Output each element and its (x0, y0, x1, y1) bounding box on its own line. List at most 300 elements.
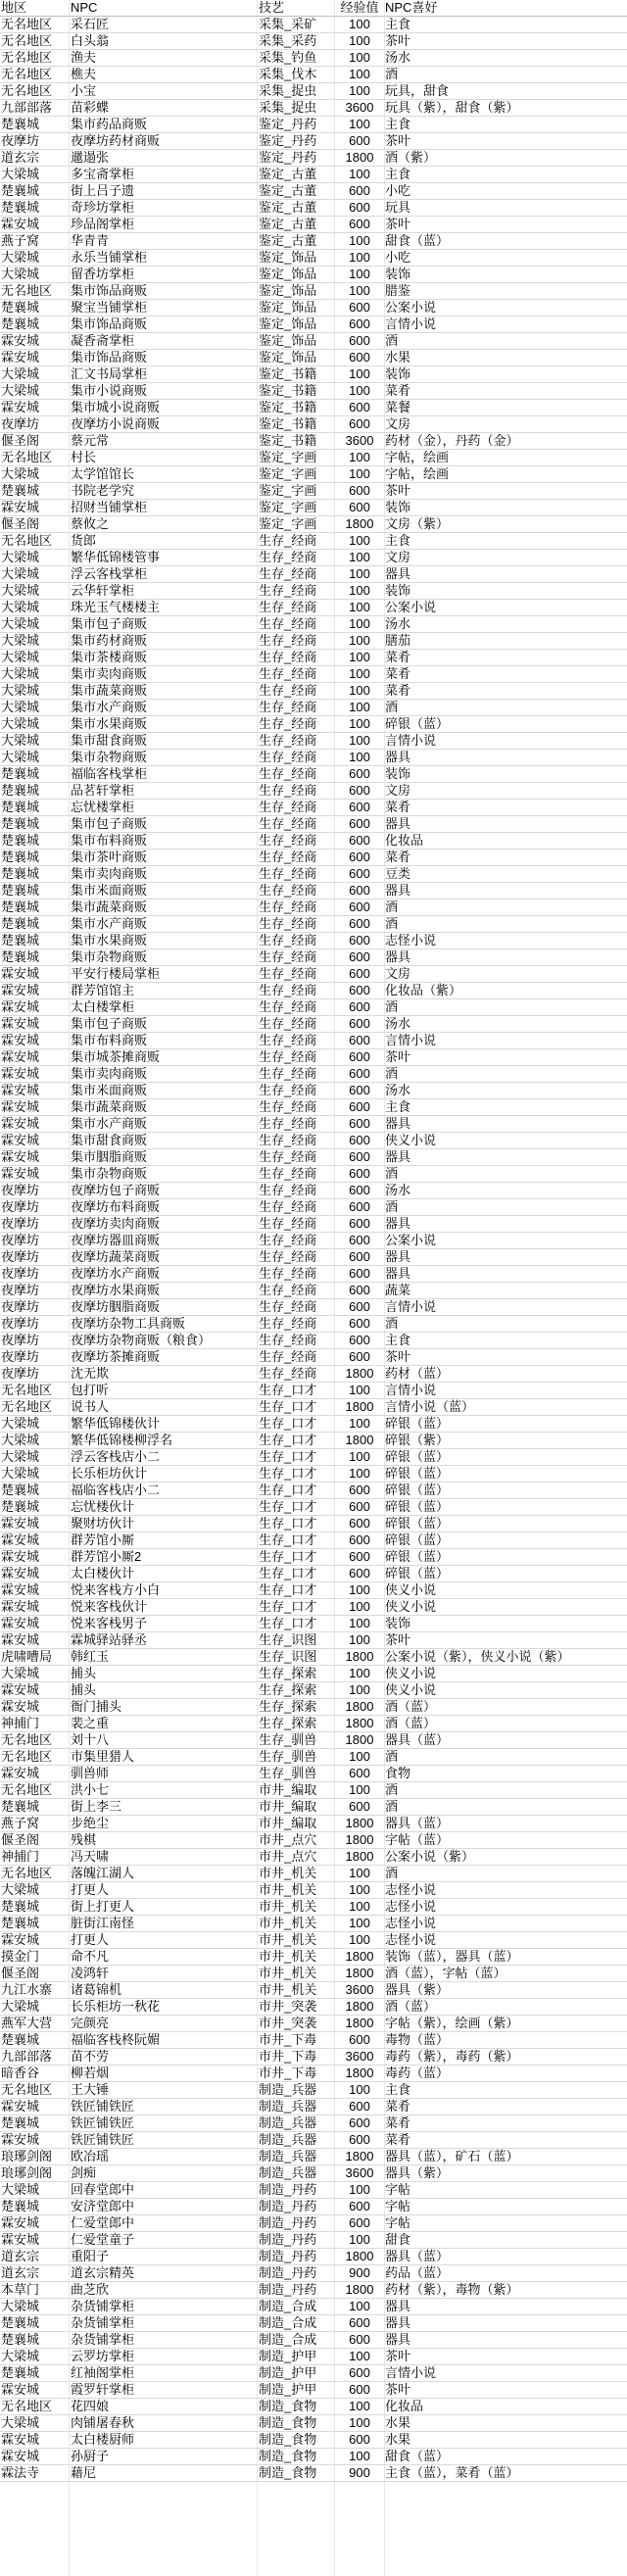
region-cell: 本草门 (1, 2282, 40, 2297)
exp-cell: 600 (349, 1316, 370, 1331)
npc-name-cell: 悦来客栈男子 (71, 1616, 148, 1630)
region-cell: 夜摩坊 (1, 1366, 40, 1381)
exp-cell: 100 (349, 1749, 370, 1764)
preference-cell: 文房（紫） (385, 516, 450, 531)
npc-name-cell: 太白楼伙计 (71, 1566, 135, 1580)
table-row (0, 1482, 627, 1499)
exp-cell: 100 (349, 1449, 370, 1464)
skill-cell: 制造_食物 (259, 2465, 317, 2480)
skill-cell: 市井_突袭 (259, 1999, 317, 2014)
npc-name-cell: 集市米面商贩 (71, 883, 148, 898)
skill-cell: 鉴定_古董 (259, 167, 317, 181)
exp-cell: 100 (349, 666, 370, 681)
table-row (0, 217, 627, 233)
table-row (0, 1033, 627, 1049)
exp-cell: 100 (349, 1632, 370, 1647)
region-cell: 霖安城 (1, 1149, 40, 1164)
table-row (0, 1666, 627, 1682)
table-row (0, 250, 627, 267)
npc-name-cell: 街上打更人 (71, 1899, 135, 1914)
exp-cell: 600 (349, 1033, 370, 1047)
npc-name-cell: 华青青 (71, 233, 110, 248)
exp-cell: 600 (349, 333, 370, 348)
region-cell: 大梁城 (1, 1449, 40, 1464)
region-cell: 大梁城 (1, 750, 40, 764)
region-cell: 霖安城 (1, 1566, 40, 1580)
npc-name-cell: 群芳馆小厮2 (71, 1549, 142, 1564)
table-row (0, 1249, 627, 1266)
skill-cell: 生存_经商 (259, 1116, 317, 1131)
skill-cell: 采集_捉虫 (259, 100, 317, 115)
preference-cell: 酒（紫） (385, 150, 437, 165)
skill-cell: 生存_口才 (259, 1549, 317, 1564)
skill-cell: 生存_驯兽 (259, 1749, 317, 1764)
region-cell: 霖安城 (1, 1932, 40, 1947)
region-cell: 楚襄城 (1, 1916, 40, 1930)
npc-name-cell: 集市茶叶商贩 (71, 850, 148, 864)
region-cell: 夜摩坊 (1, 1283, 40, 1297)
skill-cell: 制造_丹药 (259, 2282, 317, 2297)
table-row (0, 716, 627, 733)
table-row (0, 1949, 627, 1966)
region-cell: 楚襄城 (1, 866, 40, 881)
npc-name-cell: 霖城驿站驿丞 (71, 1632, 148, 1647)
preference-cell: 器具（蓝） (385, 1732, 450, 1747)
npc-name-cell: 集市包子商贩 (71, 616, 148, 631)
exp-cell: 1800 (345, 1366, 374, 1381)
region-cell: 霖安城 (1, 2215, 40, 2230)
table-row (0, 1216, 627, 1233)
region-cell: 大梁城 (1, 1999, 40, 2014)
preference-cell: 药材（金），丹药（金） (385, 433, 519, 448)
region-cell: 偃圣阁 (1, 433, 40, 448)
skill-cell: 制造_丹药 (259, 2265, 317, 2280)
region-cell: 大梁城 (1, 167, 40, 181)
table-row (0, 67, 627, 83)
region-cell: 神捕门 (1, 1849, 40, 1864)
exp-cell: 1800 (345, 2249, 374, 2263)
table-row (0, 1349, 627, 1366)
preference-cell: 志怪小说 (385, 933, 437, 948)
region-cell: 大梁城 (1, 600, 40, 614)
npc-name-cell: 集市杂物商贩 (71, 949, 148, 964)
region-cell: 霖安城 (1, 2099, 40, 2114)
npc-name-cell: 集市杂物商贩 (71, 750, 148, 764)
region-cell: 虎啸嘈局 (1, 1649, 53, 1664)
npc-name-cell: 太白楼掌柜 (71, 999, 135, 1014)
table-row (0, 400, 627, 416)
exp-cell: 600 (349, 1183, 370, 1197)
region-cell: 楚襄城 (1, 1799, 40, 1814)
preference-cell: 酒 (385, 899, 399, 914)
preference-cell: 器具 (385, 949, 411, 964)
npc-name-cell: 衙门捕头 (71, 1699, 122, 1714)
exp-cell: 100 (349, 383, 370, 398)
skill-cell: 鉴定_字画 (259, 450, 317, 464)
skill-cell: 生存_经商 (259, 1216, 317, 1231)
preference-cell: 器具 (385, 2299, 411, 2313)
table-row (0, 1316, 627, 1333)
region-cell: 楚襄城 (1, 1482, 40, 1497)
exp-cell: 600 (349, 1266, 370, 1281)
region-cell: 无名地区 (1, 50, 53, 65)
npc-name-cell: 珠光玉气楼楼主 (71, 600, 161, 614)
preference-cell: 碎银（蓝） (385, 1449, 450, 1464)
table-row (0, 383, 627, 400)
skill-cell: 生存_口才 (259, 1599, 317, 1614)
npc-name-cell: 聚宝当铺掌柜 (71, 300, 148, 315)
table-row (0, 2016, 627, 2032)
preference-cell: 酒 (385, 1316, 399, 1331)
preference-cell: 公案小说（紫） (385, 1849, 475, 1864)
region-cell: 霖安城 (1, 350, 40, 365)
skill-cell: 鉴定_书籍 (259, 400, 317, 414)
npc-name-cell: 捕头 (71, 1666, 97, 1680)
skill-cell: 生存_经商 (259, 999, 317, 1014)
skill-cell: 鉴定_书籍 (259, 366, 317, 381)
table-row (0, 1166, 627, 1183)
region-cell: 大梁城 (1, 383, 40, 398)
exp-cell: 1800 (345, 1699, 374, 1714)
skill-cell: 市井_机关 (259, 1932, 317, 1947)
npc-name-cell: 繁华低锦楼管事 (71, 550, 161, 564)
table-row (0, 2382, 627, 2399)
region-cell: 无名地区 (1, 67, 53, 81)
table-header-row (0, 0, 627, 17)
skill-cell: 生存_口才 (259, 1416, 317, 1431)
preference-cell: 碎银（紫） (385, 1433, 450, 1447)
exp-cell: 3600 (345, 2165, 374, 2180)
exp-cell: 1800 (345, 1816, 374, 1830)
npc-name-cell: 太学馆馆长 (71, 466, 135, 481)
npc-name-cell: 集市卖肉商贩 (71, 666, 148, 681)
region-cell: 大梁城 (1, 466, 40, 481)
preference-cell: 言情小说（蓝） (385, 1399, 475, 1414)
region-cell: 夜摩坊 (1, 1316, 40, 1331)
preference-cell: 酒 (385, 1749, 399, 1764)
region-cell: 无名地区 (1, 1782, 53, 1797)
table-row (0, 267, 627, 283)
npc-name-cell: 集市水产商贩 (71, 916, 148, 931)
region-cell: 霖安城 (1, 1049, 40, 1064)
region-cell: 琅琊剑阁 (1, 2165, 53, 2180)
npc-name-cell: 忘忧楼伙计 (71, 1499, 135, 1514)
skill-cell: 制造_合成 (259, 2332, 317, 2347)
npc-name-cell: 铁匠铺铁匠 (71, 2099, 135, 2114)
table-row (0, 800, 627, 816)
npc-name-cell: 集市卖肉商贩 (71, 866, 148, 881)
region-cell: 霖安城 (1, 500, 40, 514)
preference-cell: 器具（紫） (385, 2165, 450, 2180)
exp-cell: 600 (349, 1549, 370, 1564)
skill-cell: 生存_经商 (259, 616, 317, 631)
region-cell: 大梁城 (1, 550, 40, 564)
skill-cell: 生存_口才 (259, 1466, 317, 1481)
region-cell: 楚襄城 (1, 117, 40, 131)
region-cell: 大梁城 (1, 650, 40, 664)
exp-cell: 100 (349, 2299, 370, 2313)
region-cell: 燕子窝 (1, 233, 40, 248)
region-cell: 琅琊剑阁 (1, 2149, 53, 2163)
skill-cell: 生存_经商 (259, 583, 317, 598)
exp-cell: 600 (349, 2432, 370, 2447)
region-cell: 楚襄城 (1, 766, 40, 781)
skill-cell: 生存_口才 (259, 1532, 317, 1547)
table-row (0, 283, 627, 300)
exp-cell: 100 (349, 466, 370, 481)
region-cell: 霖安城 (1, 2382, 40, 2397)
preference-cell: 主食 (385, 117, 411, 131)
npc-name-cell: 集市蔬菜商贩 (71, 1099, 148, 1114)
preference-cell: 酒 (385, 1799, 399, 1814)
npc-name-cell: 集市胭脂商贩 (71, 1149, 148, 1164)
exp-cell: 900 (349, 2265, 370, 2280)
npc-name-cell: 品茗轩掌柜 (71, 783, 135, 798)
preference-cell: 酒 (385, 700, 399, 714)
skill-cell: 生存_经商 (259, 1366, 317, 1381)
exp-cell: 100 (349, 1932, 370, 1947)
table-row (0, 1083, 627, 1099)
skill-cell: 鉴定_饰品 (259, 333, 317, 348)
preference-cell: 药品（蓝） (385, 2265, 450, 2280)
table-row (0, 1233, 627, 1249)
preference-cell: 蔬菜 (385, 1283, 411, 1297)
region-cell: 大梁城 (1, 583, 40, 598)
preference-cell: 药材（蓝） (385, 1366, 450, 1381)
skill-cell: 生存_探索 (259, 1716, 317, 1730)
skill-cell: 市井_下毒 (259, 2049, 317, 2064)
exp-cell: 600 (349, 1299, 370, 1314)
skill-cell: 生存_经商 (259, 1233, 317, 1247)
skill-cell: 制造_护甲 (259, 2365, 317, 2380)
exp-cell: 1800 (345, 2149, 374, 2163)
table-row (0, 1416, 627, 1433)
exp-cell: 600 (349, 400, 370, 414)
preference-cell: 水果 (385, 2415, 411, 2430)
preference-cell: 酒 (385, 1166, 399, 1181)
region-cell: 暗香谷 (1, 2066, 40, 2080)
exp-cell: 100 (349, 267, 370, 281)
preference-cell: 公案小说 (385, 300, 437, 315)
npc-name-cell: 藉尼 (71, 2465, 97, 2480)
npc-name-cell: 安济堂郎中 (71, 2199, 135, 2213)
exp-cell: 100 (349, 566, 370, 581)
table-row (0, 2315, 627, 2332)
preference-cell: 碎银（蓝） (385, 1516, 450, 1531)
preference-cell: 主食（蓝），菜肴（蓝） (385, 2465, 519, 2480)
preference-cell: 玩具，甜食 (385, 83, 450, 98)
region-cell: 霖安城 (1, 1582, 40, 1597)
exp-cell: 3600 (345, 433, 374, 448)
table-row (0, 2049, 627, 2066)
region-cell: 无名地区 (1, 2082, 53, 2097)
exp-cell: 1800 (345, 1399, 374, 1414)
exp-cell: 600 (349, 1216, 370, 1231)
preference-cell: 菜肴 (385, 683, 411, 698)
npc-name-cell: 渔夫 (71, 50, 97, 65)
region-cell: 霖安城 (1, 1016, 40, 1031)
region-cell: 霖安城 (1, 1033, 40, 1047)
skill-cell: 制造_食物 (259, 2449, 317, 2463)
region-cell: 偃圣阁 (1, 516, 40, 531)
skill-cell: 生存_探索 (259, 1682, 317, 1697)
table-row (0, 683, 627, 700)
exp-cell: 3600 (345, 2049, 374, 2064)
exp-cell: 600 (349, 1099, 370, 1114)
skill-cell: 生存_经商 (259, 533, 317, 548)
npc-name-cell: 街上李三 (71, 1799, 122, 1814)
npc-name-cell: 夜摩坊水产商贩 (71, 1266, 161, 1281)
preference-cell: 碎银（蓝） (385, 1549, 450, 1564)
table-row (0, 433, 627, 450)
skill-cell: 市井_机关 (259, 1899, 317, 1914)
npc-name-cell: 浮云客栈店小二 (71, 1449, 161, 1464)
skill-cell: 生存_经商 (259, 1283, 317, 1297)
skill-cell: 生存_口才 (259, 1499, 317, 1514)
preference-cell: 汤水 (385, 1083, 411, 1097)
preference-cell: 小吃 (385, 250, 411, 265)
region-cell: 无名地区 (1, 33, 53, 48)
npc-name-cell: 道玄宗精英 (71, 2265, 135, 2280)
table-row (0, 2249, 627, 2265)
npc-name-cell: 集市米面商贩 (71, 1083, 148, 1097)
exp-cell: 600 (349, 866, 370, 881)
skill-cell: 采集_采药 (259, 33, 317, 48)
npc-name-cell: 集市城茶摊商贩 (71, 1049, 161, 1064)
exp-cell: 100 (349, 533, 370, 548)
table-row (0, 2199, 627, 2215)
exp-cell: 600 (349, 200, 370, 215)
table-row (0, 966, 627, 983)
preference-cell: 碎银（蓝） (385, 716, 450, 731)
exp-cell: 100 (349, 2082, 370, 2097)
exp-cell: 600 (349, 1083, 370, 1097)
exp-cell: 100 (349, 2399, 370, 2413)
npc-name-cell: 铁匠铺铁匠 (71, 2132, 135, 2147)
table-row (0, 1982, 627, 1999)
header-region: 地区 (1, 0, 27, 15)
table-row (0, 1016, 627, 1033)
preference-cell: 言情小说 (385, 316, 437, 331)
skill-cell: 生存_经商 (259, 666, 317, 681)
skill-cell: 鉴定_字画 (259, 483, 317, 498)
region-cell: 夜摩坊 (1, 1266, 40, 1281)
exp-cell: 600 (349, 916, 370, 931)
region-cell: 大梁城 (1, 1882, 40, 1897)
skill-cell: 鉴定_古董 (259, 200, 317, 215)
table-row (0, 100, 627, 117)
exp-cell: 100 (349, 167, 370, 181)
region-cell: 九江水寨 (1, 1982, 53, 1997)
preference-cell: 食物 (385, 1766, 411, 1780)
npc-name-cell: 集市城小说商贩 (71, 400, 161, 414)
npc-name-cell: 夜摩坊蔬菜商贩 (71, 1249, 161, 1264)
npc-name-cell: 回春堂郎中 (71, 2182, 135, 2197)
exp-cell: 600 (349, 883, 370, 898)
table-row (0, 1449, 627, 1466)
region-cell: 霖安城 (1, 1066, 40, 1081)
table-row (0, 350, 627, 366)
table-row (0, 1716, 627, 1732)
exp-cell: 100 (349, 633, 370, 648)
skill-cell: 鉴定_饰品 (259, 316, 317, 331)
exp-cell: 600 (349, 1049, 370, 1064)
table-row (0, 833, 627, 850)
preference-cell: 器具 (385, 1249, 411, 1264)
region-cell: 霖安城 (1, 2132, 40, 2147)
npc-name-cell: 繁华低锦楼柳浮名 (71, 1433, 173, 1447)
table-row (0, 2066, 627, 2082)
table-row (0, 1799, 627, 1816)
table-row (0, 1066, 627, 1083)
table-row (0, 1116, 627, 1133)
skill-cell: 生存_经商 (259, 1049, 317, 1064)
region-cell: 楚襄城 (1, 300, 40, 315)
table-row (0, 366, 627, 383)
preference-cell: 小吃 (385, 183, 411, 198)
region-cell: 楚襄城 (1, 800, 40, 814)
region-cell: 大梁城 (1, 2349, 40, 2363)
preference-cell: 菜肴 (385, 850, 411, 864)
preference-cell: 文房 (385, 550, 411, 564)
exp-cell: 600 (349, 1799, 370, 1814)
table-row (0, 483, 627, 500)
skill-cell: 生存_经商 (259, 1099, 317, 1114)
npc-name-cell: 聚财坊伙计 (71, 1516, 135, 1531)
exp-cell: 100 (349, 1782, 370, 1797)
skill-cell: 生存_口才 (259, 1616, 317, 1630)
preference-cell: 菜肴 (385, 650, 411, 664)
npc-name-cell: 云华轩掌柜 (71, 583, 135, 598)
region-cell: 偃圣阁 (1, 1966, 40, 1980)
exp-cell: 1800 (345, 1732, 374, 1747)
region-cell: 无名地区 (1, 1399, 53, 1414)
skill-cell: 生存_经商 (259, 1166, 317, 1181)
skill-cell: 鉴定_字画 (259, 466, 317, 481)
exp-cell: 600 (349, 2215, 370, 2230)
preference-cell: 侠义小说 (385, 1582, 437, 1597)
region-cell: 大梁城 (1, 267, 40, 281)
table-row (0, 1766, 627, 1782)
table-row (0, 2299, 627, 2315)
preference-cell: 豆类 (385, 866, 411, 881)
table-row (0, 1516, 627, 1532)
skill-cell: 生存_经商 (259, 1066, 317, 1081)
skill-cell: 制造_兵器 (259, 2132, 317, 2147)
preference-cell: 甜食 (385, 2232, 411, 2247)
exp-cell: 600 (349, 1166, 370, 1181)
preference-cell: 器具（蓝），矿石（蓝） (385, 2149, 519, 2163)
exp-cell: 600 (349, 1249, 370, 1264)
preference-cell: 器具 (385, 2315, 411, 2330)
table-row (0, 2465, 627, 2482)
region-cell: 霖安城 (1, 1532, 40, 1547)
table-row (0, 2415, 627, 2432)
npc-name-cell: 捕头 (71, 1682, 97, 1697)
exp-cell: 100 (349, 1882, 370, 1897)
skill-cell: 生存_经商 (259, 1249, 317, 1264)
skill-cell: 鉴定_古董 (259, 183, 317, 198)
preference-cell: 酒 (385, 1866, 399, 1880)
preference-cell: 装饰 (385, 267, 411, 281)
table-row (0, 416, 627, 433)
preference-cell: 茶叶 (385, 483, 411, 498)
preference-cell: 主食 (385, 533, 411, 548)
npc-name-cell: 繁华低锦楼伙计 (71, 1416, 161, 1431)
region-cell: 霖安城 (1, 400, 40, 414)
npc-name-cell: 韩红玉 (71, 1649, 110, 1664)
exp-cell: 600 (349, 1516, 370, 1531)
